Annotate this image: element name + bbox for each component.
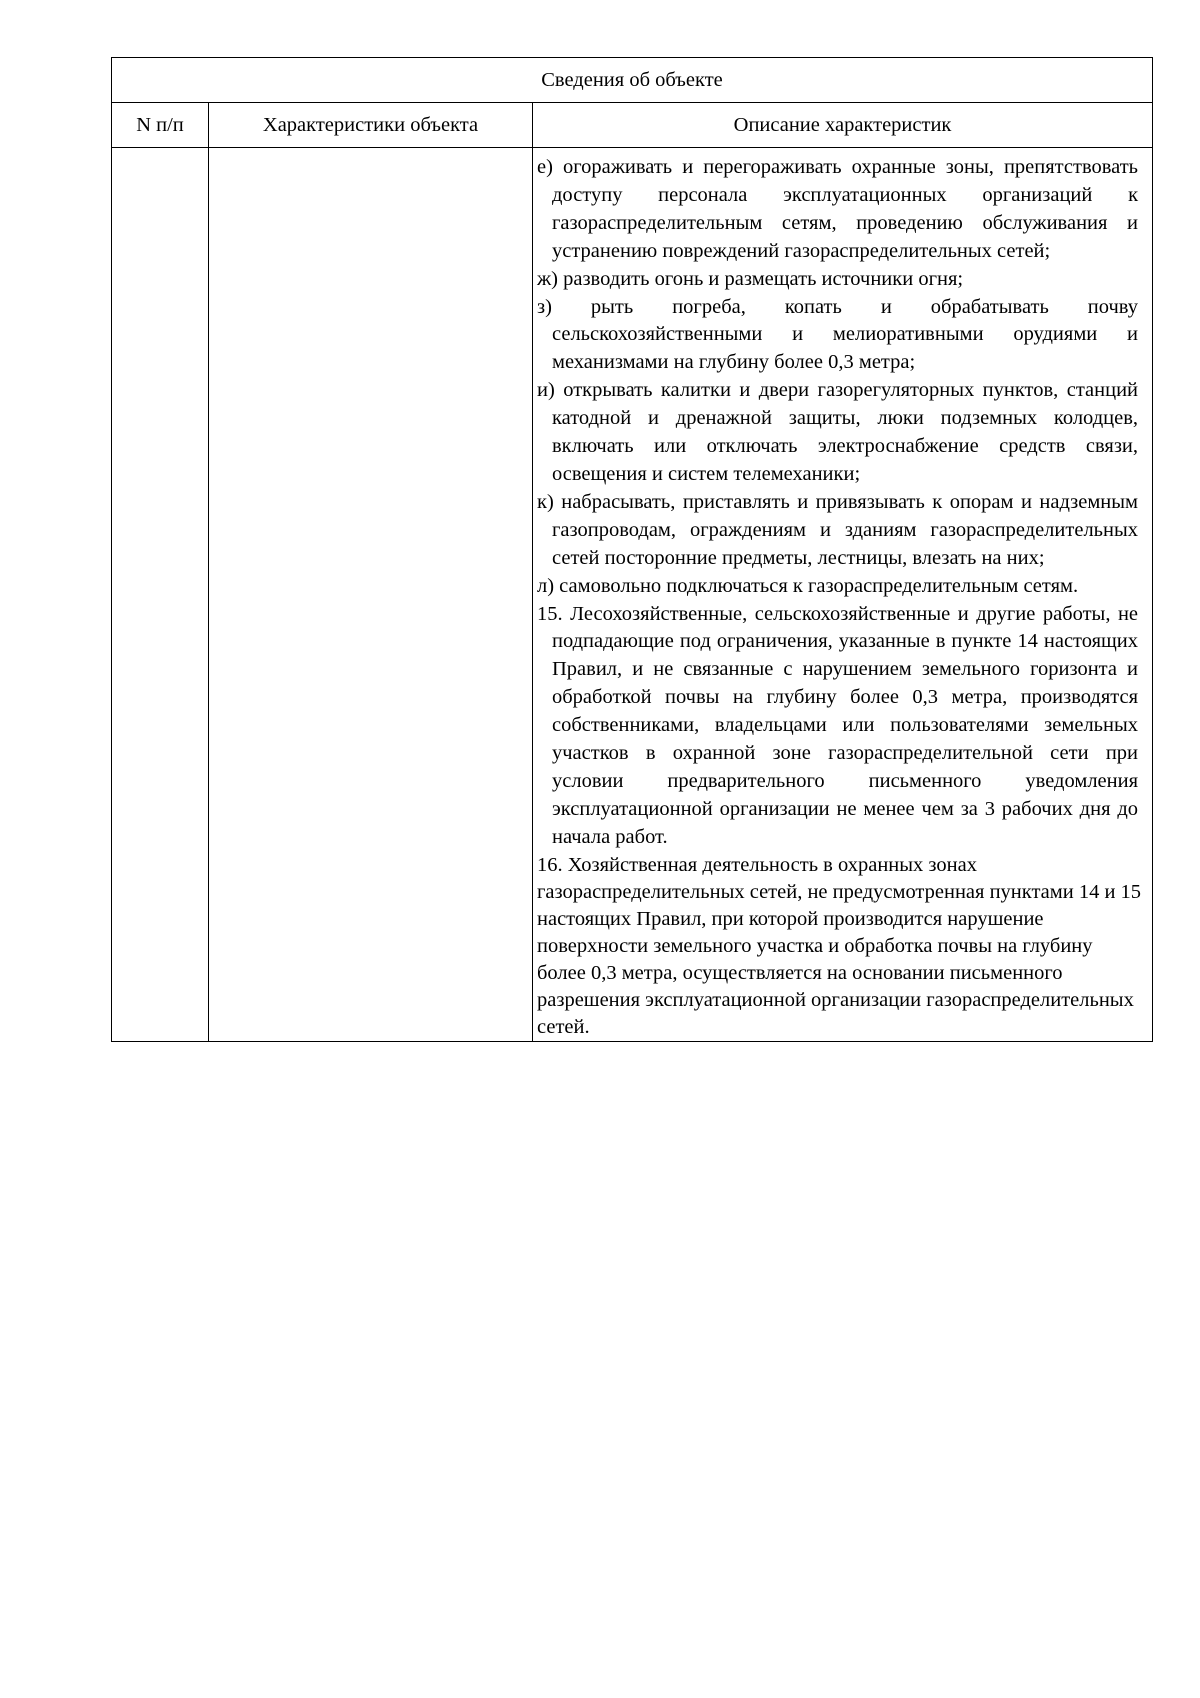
cell-number: [112, 148, 209, 1042]
paragraph-item-zh: ж) разводить огонь и размещать источники огня;: [537, 267, 964, 290]
header-characteristic: Характеристики объекта: [209, 103, 533, 148]
paragraph-item-l: л) самовольно подключаться к газораспределительным сетям.: [537, 574, 1079, 597]
header-description: Описание характеристик: [533, 103, 1153, 148]
paragraph-clause-15: 15. Лесохозяйственные, сельскохозяйственные и другие работы, не подпадающие под ограничения, указанные в пункте 14 настоящих Правил, и не связанные с нарушением земельного горизонта и обработкой почвы на глубину более 0,3 метра, производятся собственниками, владельцами или пользователями земельных участков в охранной зоне газораспределительной сети при условии предварительного письменного уведомления эксплуатационной организации не менее чем за 3 рабочих дня до начала работ.: [537, 602, 1139, 848]
paragraph-clause-16: 16. Хозяйственная деятельность в охранных зонах газораспределительных сетей, не предусмотренная пунктами 14 и 15 настоящих Правил, при которой производится нарушение поверхности земельного участка и обработка почвы на глубину более 0,3 метра, осуществляется на основании письменного разрешения эксплуатационной организации газораспределительных сетей.: [537, 853, 1142, 1039]
paragraph-item-k: к) набрасывать, приставлять и привязывать к опорам и надземным газопроводам, ограждениям и зданиям газораспределительных сетей посторонние предметы, лестницы, влезать на них;: [537, 490, 1139, 569]
object-info-table: [111, 57, 1153, 1042]
cell-characteristic: [209, 148, 533, 1042]
cell-description: [533, 148, 1153, 1042]
paragraph-item-e: е) огораживать и перегораживать охранные зоны, препятствовать доступу персонала эксплуатационных организаций к газораспределительным сетям, проведению обслуживания и устранению повреждений газораспределительных сетей;: [537, 156, 1139, 262]
table-header-row: [112, 103, 1153, 148]
paragraph-item-i: и) открывать калитки и двери газорегуляторных пунктов, станций катодной и дренажной защиты, люки подземных колодцев, включать или отключать электроснабжение средств связи, освещения и систем телемеханики;: [537, 379, 1139, 485]
paragraph-item-z: з) рыть погреба, копать и обрабатывать почву сельскохозяйственными и мелиоративными орудиями и механизмами на глубину более 0,3 метра;: [537, 295, 1139, 374]
header-number: N п/п: [112, 103, 209, 148]
table-row: [112, 148, 1153, 1042]
table-caption-row: [112, 58, 1153, 103]
table-caption: Сведения об объекте: [112, 58, 1153, 103]
